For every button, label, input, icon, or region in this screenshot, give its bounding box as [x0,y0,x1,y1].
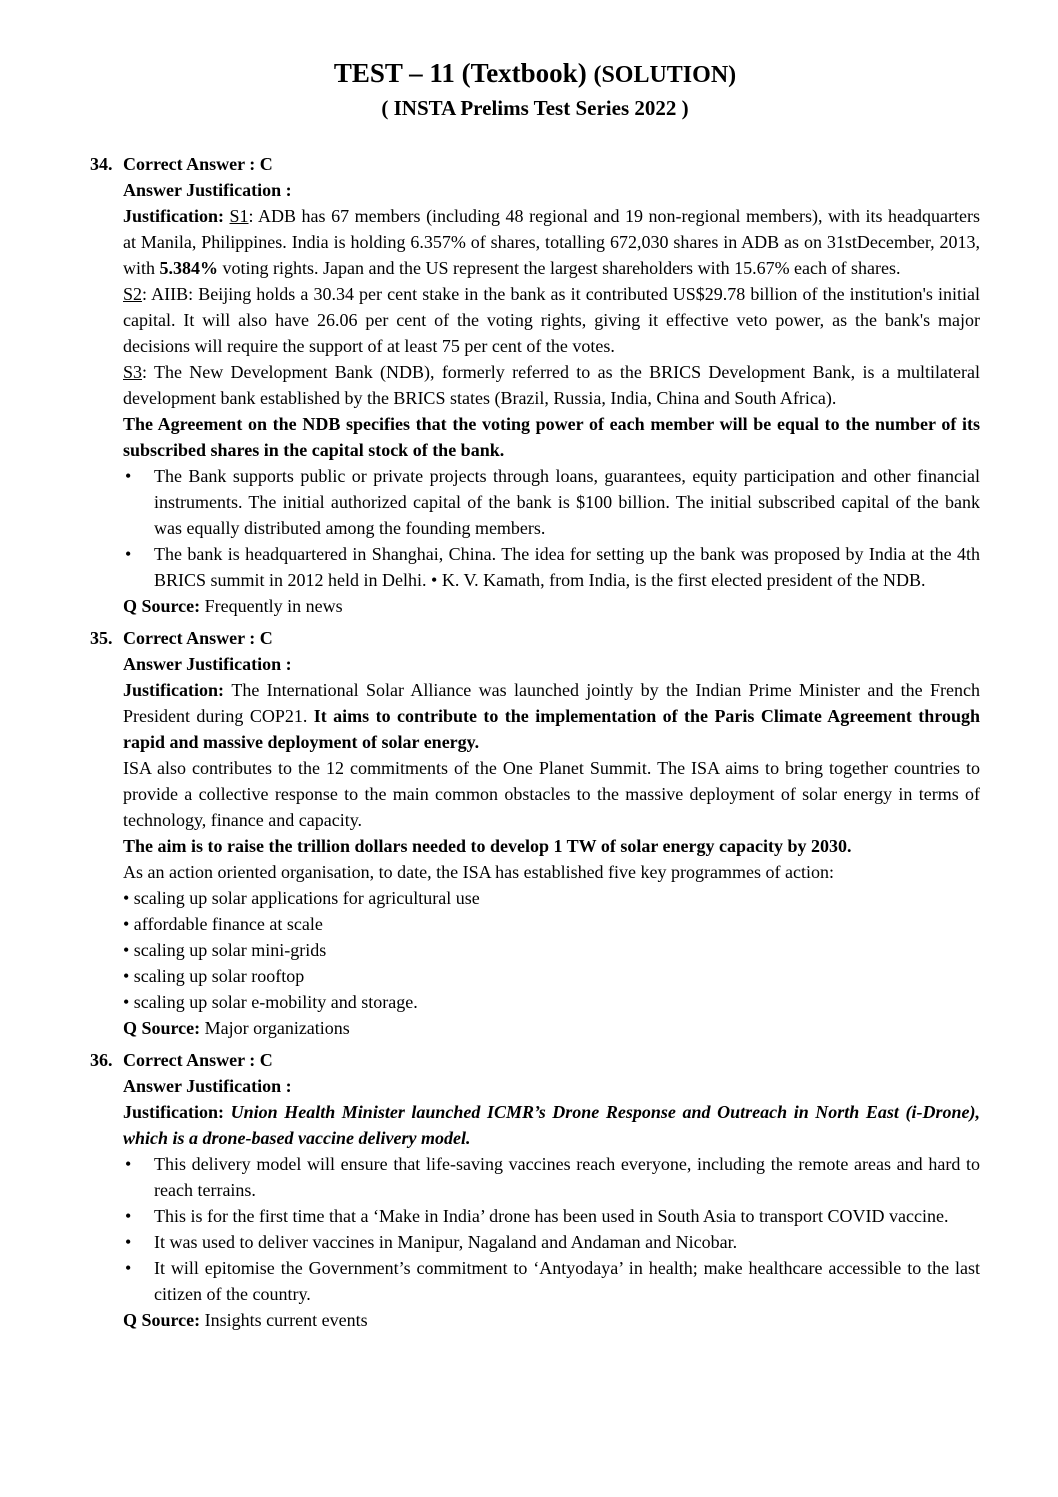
bullet-item [123,1151,980,1203]
correct-answer-line: Correct Answer : C [123,628,273,648]
question-number: 34. [90,154,113,174]
programme-line: • scaling up solar rooftop [123,966,305,986]
answer-justification-heading: Answer Justification : [123,654,292,674]
bullet-item [123,541,980,593]
body-text: : ADB has 67 members (including 48 regional and 19 non-regional members), with its headquarters at Manila, Philippines. India is holding 6.357% of shares, totalling 672,030 shares in ADB as on 31stDecember, 2013, with [123,206,980,278]
justification-paragraph [123,1099,980,1151]
bullet-icon: • [125,466,132,486]
aim-bold-paragraph: The aim is to raise the trillion dollars needed to develop 1 TW of solar energy capacity by 2030. [123,836,852,856]
title-suffix: (SOLUTION) [593,62,737,88]
body-text: voting rights. Japan and the US represent the largest shareholders with 15.67% each of shares. [218,258,901,278]
programme-line: • scaling up solar applications for agricultural use [123,888,480,908]
question-35 [90,625,980,1041]
solutions-list [90,151,980,1333]
document-header [90,56,980,123]
answer-justification-heading: Answer Justification : [123,180,292,200]
q-source-text: Major organizations [200,1018,350,1038]
body-text: The International Solar Alliance was launched jointly by the Indian Prime Minister and the French President during COP21. [123,680,980,726]
bullet-text: This delivery model will ensure that life-saving vaccines reach everyone, including the remote areas and hard to reach terrains. [154,1154,980,1200]
programme-line: • scaling up solar e-mobility and storage. [123,992,418,1012]
bullet-list [123,463,980,593]
question-body [123,1047,980,1333]
isa-paragraph: ISA also contributes to the 12 commitments of the One Planet Summit. The ISA aims to bring together countries to provide a collective response to the main common obstacles to the massive deployment of solar energy in terms of technology, finance and capacity. [123,758,980,830]
q-source-label: Q Source: [123,1018,201,1038]
justification-label: Justification: [123,680,232,700]
bullet-icon: • [125,1154,132,1174]
correct-answer-line: Correct Answer : C [123,1050,273,1070]
bullet-list [123,1151,980,1307]
question-body [123,151,980,619]
document-subtitle: ( INSTA Prelims Test Series 2022 ) [381,96,689,120]
q-source-text: Frequently in news [200,596,343,616]
document-title [90,56,980,92]
agreement-bold-paragraph: The Agreement on the NDB specifies that the voting power of each member will be equal to the number of its subscribed shares in the capital stock of the bank. [123,414,980,460]
bullet-icon: • [125,1206,132,1226]
question-34 [90,151,980,619]
programme-list [123,885,980,1015]
q-source-line [123,1307,980,1333]
title-main: TEST – 11 (Textbook) [333,58,587,88]
q-source-label: Q Source: [123,1310,201,1330]
bullet-item [123,463,980,541]
statement-s2-ref: S2 [123,284,143,304]
statement-s3-paragraph [123,359,980,411]
justification-paragraph [123,203,980,281]
bold-italic-emphasis: Union Health Minister launched ICMR’s Drone Response and Outreach in North East (i-Drone), which is a drone-based vaccine delivery model. [123,1102,980,1148]
bold-emphasis: 5.384% [159,258,219,278]
statement-s2-paragraph [123,281,980,359]
question-body [123,625,980,1041]
action-paragraph: As an action oriented organisation, to date, the ISA has established five key programmes of action: [123,862,834,882]
q-source-line [123,1015,980,1041]
correct-answer-line: Correct Answer : C [123,154,273,174]
answer-justification-heading: Answer Justification : [123,1076,292,1096]
bullet-text: The bank is headquartered in Shanghai, China. The idea for setting up the bank was proposed by India at the 4th BRICS summit in 2012 held in Delhi. • K. V. Kamath, from India, is the first elected president of the NDB. [154,544,980,590]
bullet-icon: • [125,1232,132,1252]
statement-s3-ref: S3 [123,362,143,382]
question-number: 35. [90,628,113,648]
programme-line: • scaling up solar mini-grids [123,940,327,960]
programme-line: • affordable finance at scale [123,914,323,934]
q-source-label: Q Source: [123,596,201,616]
bullet-item [123,1229,980,1255]
bullet-item [123,1203,980,1229]
bold-emphasis: It aims to contribute to the implementation of the Paris Climate Agreement through rapid and massive deployment of solar energy. [123,706,980,752]
bullet-icon: • [125,544,132,564]
justification-paragraph [123,677,980,755]
bullet-item [123,1255,980,1307]
bullet-text: The Bank supports public or private projects through loans, guarantees, equity participation and other financial instruments. The initial authorized capital of the bank is $100 billion. The initial subscribed capital of the bank was equally distributed among the founding members. [154,466,980,538]
bullet-text: This is for the first time that a ‘Make in India’ drone has been used in South Asia to transport COVID vaccine. [154,1206,949,1226]
body-text: : The New Development Bank (NDB), formerly referred to as the BRICS Development Bank, is a multilateral development bank established by the BRICS states (Brazil, Russia, India, China and South Africa). [123,362,980,408]
body-text: : AIIB: Beijing holds a 30.34 per cent stake in the bank as it contributed US$29.78 billion of the institution's initial capital. It will also have 26.06 per cent of the voting rights, giving it effective veto power, as the bank's major decisions will require the support of at least 75 per cent of the votes. [123,284,980,356]
q-source-text: Insights current events [200,1310,368,1330]
bullet-text: It was used to deliver vaccines in Manipur, Nagaland and Andaman and Nicobar. [154,1232,738,1252]
question-36 [90,1047,980,1333]
q-source-line [123,593,980,619]
question-number: 36. [90,1050,113,1070]
bullet-text: It will epitomise the Government’s commitment to ‘Antyodaya’ in health; make healthcare accessible to the last citizen of the country. [154,1258,980,1304]
justification-label: Justification: [123,1102,231,1122]
bullet-icon: • [125,1258,132,1278]
justification-label: Justification: [123,206,230,226]
statement-s1-ref: S1 [229,206,249,226]
